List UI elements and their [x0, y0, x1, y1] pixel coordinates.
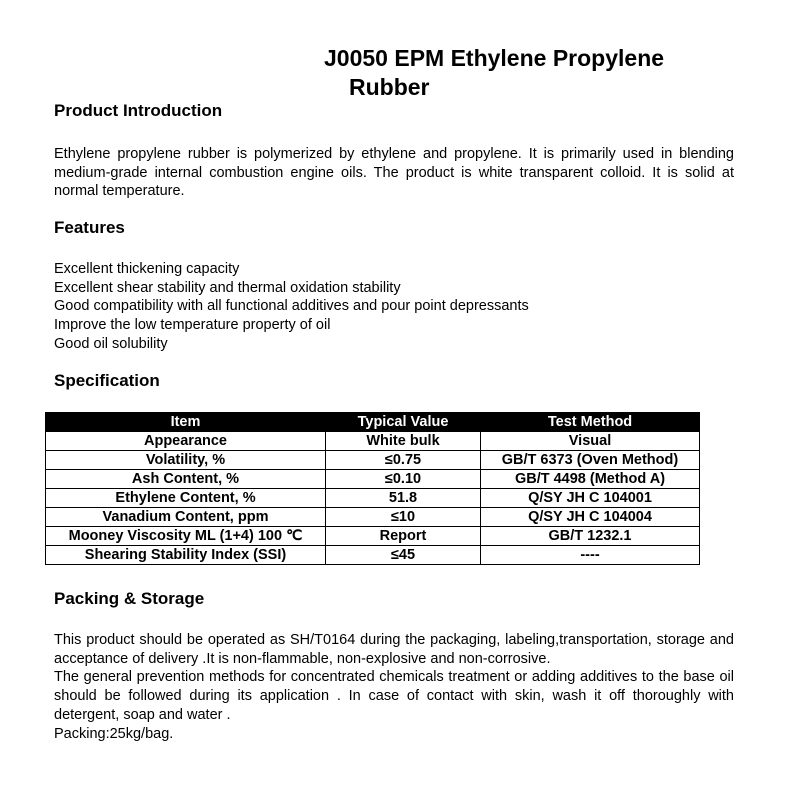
cell-item: Volatility, %: [46, 451, 326, 470]
table-row: [46, 546, 700, 565]
title-line-2: Rubber: [349, 74, 430, 100]
cell-method: GB/T 1232.1: [481, 527, 700, 546]
packing-heading: Packing & Storage: [54, 589, 205, 608]
feature-item: Good compatibility with all functional additives and pour point depressants: [54, 298, 529, 315]
table-row: [46, 527, 700, 546]
feature-item: Improve the low temperature property of oil: [54, 317, 331, 334]
cell-item: Shearing Stability Index (SSI): [46, 546, 326, 565]
table-row: [46, 451, 700, 470]
cell-method: GB/T 4498 (Method A): [481, 470, 700, 489]
table-row: [46, 432, 700, 451]
table-header-row: [46, 413, 700, 432]
packing-paragraph: The general prevention methods for concentrated chemicals treatment or adding additives to the base oil should be followed during its application . In case of contact with skin, wash it off thoroughly with detergent, soap and water .: [54, 669, 734, 723]
cell-value: ≤45: [326, 546, 481, 565]
cell-item: Ash Content, %: [46, 470, 326, 489]
cell-value: White bulk: [326, 432, 481, 451]
cell-method: ----: [481, 546, 700, 565]
cell-method: Q/SY JH C 104004: [481, 508, 700, 527]
column-header-test-method: Test Method: [481, 413, 700, 432]
feature-item: Excellent thickening capacity: [54, 261, 240, 277]
cell-item: Appearance: [46, 432, 326, 451]
document-title: [300, 44, 720, 102]
packing-section: [54, 631, 734, 743]
feature-item: Excellent shear stability and thermal oxidation stability: [54, 279, 401, 296]
packing-paragraph: This product should be operated as SH/T0164 during the packaging, labeling,transportation, storage and acceptance of delivery .It is non-flammable, non-explosive and non-corrosive.: [54, 632, 734, 667]
cell-item: Ethylene Content, %: [46, 489, 326, 508]
title-line-1: J0050 EPM Ethylene Propylene: [324, 45, 665, 71]
cell-item: Mooney Viscosity ML (1+4) 100 ℃: [46, 527, 326, 546]
feature-item: Good oil solubility: [54, 335, 168, 352]
table-row: [46, 508, 700, 527]
cell-value: ≤0.10: [326, 470, 481, 489]
table-row: [46, 470, 700, 489]
intro-heading: Product Introduction: [54, 101, 223, 120]
cell-method: Visual: [481, 432, 700, 451]
specification-heading: Specification: [54, 371, 160, 390]
cell-item: Vanadium Content, ppm: [46, 508, 326, 527]
packing-note: Packing:25kg/bag.: [54, 725, 174, 742]
table-row: [46, 489, 700, 508]
cell-value: Report: [326, 527, 481, 546]
cell-value: ≤0.75: [326, 451, 481, 470]
intro-paragraph: Ethylene propylene rubber is polymerized by ethylene and propylene. It is primarily used in blending medium-grade internal combustion engine oils. The product is white transparent colloid. It is solid at normal temperature.: [54, 146, 734, 200]
specification-table: [45, 412, 700, 565]
cell-value: ≤10: [326, 508, 481, 527]
column-header-item: Item: [46, 413, 326, 432]
cell-value: 51.8: [326, 489, 481, 508]
cell-method: Q/SY JH C 104001: [481, 489, 700, 508]
features-heading: Features: [54, 218, 125, 237]
cell-method: GB/T 6373 (Oven Method): [481, 451, 700, 470]
column-header-typical-value: Typical Value: [326, 413, 481, 432]
features-list: [54, 260, 529, 354]
